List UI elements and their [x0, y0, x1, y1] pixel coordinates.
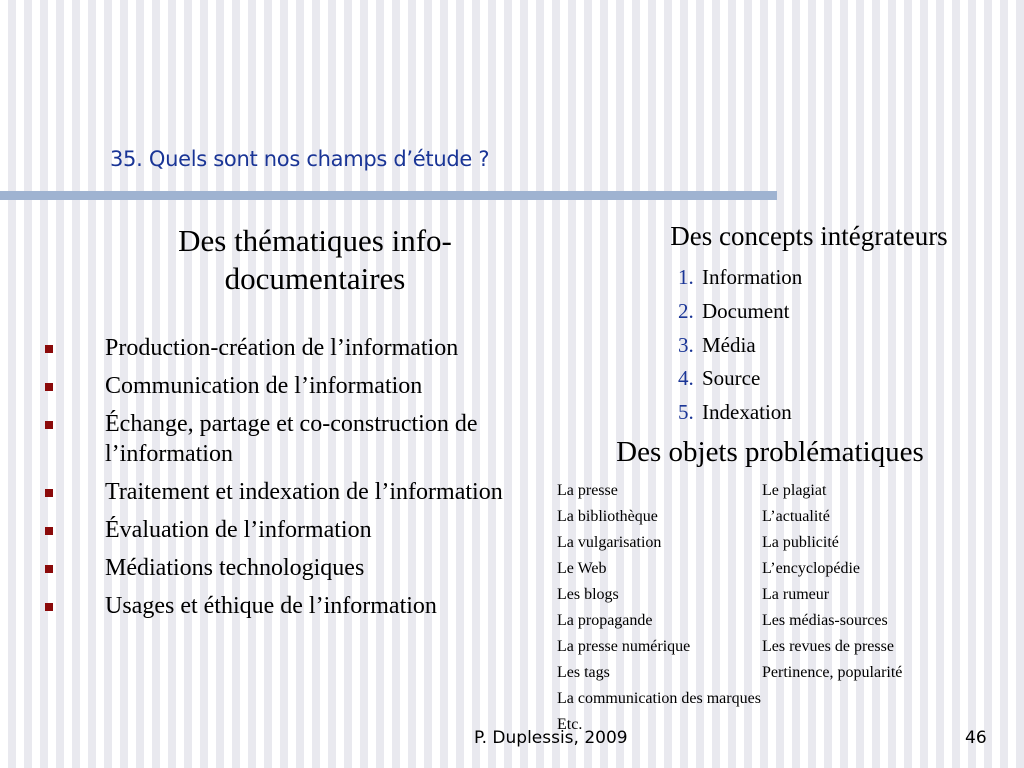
list-item: Les blogs: [557, 586, 619, 603]
list-item: Usages et éthique de l’information: [40, 591, 580, 621]
square-bullet-icon: [45, 527, 53, 535]
square-bullet-icon: [45, 565, 53, 573]
title-underline-bar: [0, 191, 777, 200]
list-item: La propagande: [557, 612, 653, 629]
list-item: La bibliothèque: [557, 508, 658, 525]
list-item: La vulgarisation: [557, 534, 662, 551]
left-heading: [95, 222, 535, 298]
thematiques-list: [40, 333, 580, 629]
list-item: La presse: [557, 482, 618, 499]
list-item: Médiations technologiques: [40, 553, 580, 583]
list-item: 2. Document: [678, 298, 790, 323]
list-item: Les médias-sources: [762, 612, 888, 629]
objects-heading: Des objets problématiques: [616, 436, 924, 468]
square-bullet-icon: [45, 603, 53, 611]
list-item: Communication de l’information: [40, 371, 580, 401]
square-bullet-icon: [45, 383, 53, 391]
objects-grid: [557, 478, 977, 738]
list-item: 3. Média: [678, 332, 756, 357]
list-item: La publicité: [762, 534, 839, 551]
list-item: La communication des marques: [557, 690, 761, 707]
list-item: Échange, partage et co-construction de l’information: [40, 409, 580, 469]
footer-author: P. Duplessis, 2009: [474, 728, 628, 748]
square-bullet-icon: [45, 421, 53, 429]
list-item: Pertinence, popularité: [762, 664, 903, 681]
list-item: Les tags: [557, 664, 610, 681]
concepts-list: [660, 261, 802, 430]
left-heading-line-2: documentaires: [224, 261, 406, 296]
left-heading-line-1: Des thématiques info-: [178, 223, 452, 258]
list-item: La rumeur: [762, 586, 830, 603]
slide-title: 35. Quels sont nos champs d’étude ?: [110, 147, 490, 171]
list-item: Le Web: [557, 560, 607, 577]
list-item: La presse numérique: [557, 638, 691, 655]
list-item: Les revues de presse: [762, 638, 894, 655]
list-item: Production-création de l’information: [40, 333, 580, 363]
list-item: Le plagiat: [762, 482, 827, 499]
list-item: Etc.: [557, 716, 583, 733]
list-item: 4. Source: [678, 366, 761, 391]
square-bullet-icon: [45, 345, 53, 353]
list-item: Traitement et indexation de l’information: [40, 477, 580, 507]
list-item: 1. Information: [678, 265, 803, 289]
list-item: L’actualité: [762, 508, 830, 525]
list-item: Évaluation de l’information: [40, 515, 580, 545]
list-item: L’encyclopédie: [762, 560, 861, 577]
page-number: 46: [965, 728, 987, 748]
square-bullet-icon: [45, 489, 53, 497]
list-item: 5. Indexation: [678, 400, 792, 425]
concepts-heading: Des concepts intégrateurs: [670, 221, 948, 251]
